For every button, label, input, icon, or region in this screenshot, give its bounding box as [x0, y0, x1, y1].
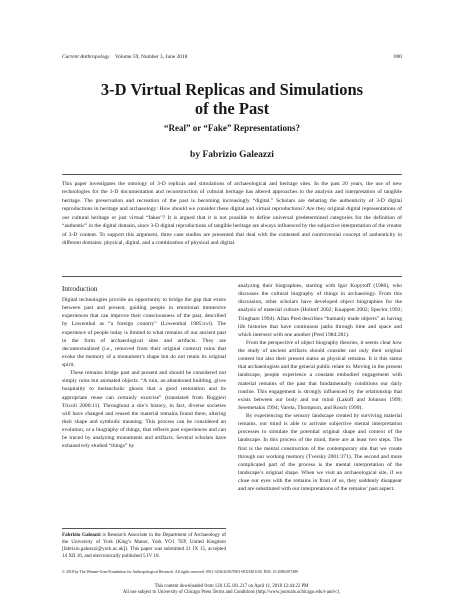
download-notice — [0, 584, 463, 596]
paragraph: Digital technologies provide an opportunity to bridge the gap that exists between past and present, guiding people in emotional immersive experiences that can improve their consciousness of the past, described by Lowenthal as “a foreign country” (Lowenthal 1985:xvi). The experience of people today is limited to what remains of our ancient past in the form of archaeological sites and artifacts. They are decontextualized (i.e., removed from their original context) ruins that evoke the memory of a monument’s shape but do not retain its original spirit. — [62, 297, 226, 368]
article-subtitle: “Real” or “Fake” Representations? — [164, 123, 300, 133]
section-heading-introduction: Introduction — [62, 285, 98, 293]
affiliation-text: is Research Associate in the Department of Archaeology of the University of York (King’s Manor, York YO1 7EP, United Kingdom [fabrizio.galeazzi@york.ac.uk]). This paper was submitted 21 IX 15, accepted 14 XII 16, and electronically published 5 IV 18. — [62, 532, 226, 560]
title-line-2: of the Past — [194, 99, 270, 118]
author-byline: by Fabrizio Galeazzi — [190, 150, 274, 160]
page-number: 000 — [393, 54, 402, 60]
paragraph: These remains bridge past and present and should be considered not simply ruins but animated objects. “A ruin, an abandoned building, gives hospitality to melancholic ghosts that a good restoration and its appropriate reuse can certainly exorcise” (translated from Ruggieri Tricoli 2000:11). Throughout a site’s history, in fact, diverse societies will have changed and reused the material remains found there, altering their shape and symbolic meaning. This process can be considered an evolution, or a biography of things, that reflects past experiences and can be traced by analyzing monuments and artifacts. Several scholars have exhaustively studied “things” by — [62, 370, 226, 450]
paragraph: analyzing their biographies, starting with Igor Kopytoff (1986), who discusses the cultural biography of things in archaeology. From this discussion, other scholars have developed object biographies for the analysis of material culture (Holtorf 2002; Knappett 2002; Spector 1993; Tringham 1994). Allan Pred describes “humanly made objects” as having life histories that have continuous paths through time and space and which intersect with one another (Pred 1984:281). — [238, 283, 402, 338]
author-affiliation-note — [62, 532, 226, 560]
running-header — [62, 54, 402, 64]
affiliation-author-name: Fabrizio Galeazzi — [62, 532, 101, 538]
footnote-rule — [62, 528, 226, 529]
left-column — [62, 296, 226, 450]
title-line-1: 3-D Virtual Replicas and Simulations — [100, 80, 364, 99]
paragraph: By experiencing the sensory landscape created by surviving material remains, our mind is able to activate subjective mental interpretation processes to simulate the potential original shape and context of the landscape. In this process of the mind, there are at least two steps. The first is the mental construction of the contemporary site that we create through our working memory (Tversky 2001:371). The second and more complicated part of the process is the mental interpretation of the landscape’s original shape. When we visit an archaeological site, if we close our eyes with the remains in front of us, they suddenly disappear and are substituted with our interpretations of the remains’ past aspect. — [238, 413, 402, 493]
copyright-line: © 2018 by The Wenner-Gren Foundation for Anthropological Research. All rights reserved. 0011-3204/2018/5903-00XX$10.00. DOI: 10.1086/697489 — [62, 570, 298, 574]
issue-details: Volume 59, Number 3, June 2018 — [114, 54, 188, 60]
abstract-bottom-rule — [62, 276, 402, 277]
journal-name: Current Anthropology — [62, 54, 110, 60]
download-line-1: This content downloaded from 128.135.181.217 on April 11, 2018 12:44:22 PM — [154, 584, 309, 589]
abstract-top-rule — [62, 174, 402, 175]
right-column — [238, 282, 402, 493]
download-line-2: All use subject to University of Chicago Press Terms and Conditions (http://www.journals.uchicago.edu/t-and-c). — [122, 590, 341, 596]
paragraph: From the perspective of object biography theories, it seems clear how the study of ancient artifacts should consider not only their original content but also their present status as physical remains. It is this status that archaeologists and the general public relate to. Moving in the present landscape, people experience a constant embodied engagement with material remains of the past that fundamentally conditions our daily routine. This engagement is strongly influenced by the relationship that exists between our body and our mind (Lakoff and Johnson 1999; Seremetakis 1994; Varela, Thompson, and Rosch 1999). — [238, 339, 402, 411]
abstract: This paper investigates the ontology of 3-D replicas and simulations of archaeological and heritage sites. In the past 20 years, the use of new technologies for the 3-D documentation and reconstruction of cultural heritage has altered approaches to the analysis and interpretation of tangible heritage. The preservation and recreation of the past is becoming increasingly “digital.” Scholars are debating the authenticity of 3-D digital reproductions in heritage and archaeology: How should we consider these digital and virtual reproductions? Are they original digital representations of our cultural heritage or just virtual “fakes”? It is argued that it is not possible to define universal predetermined categories for the definition of “authentic” in the digital domain, since 3-D digital reproductions of tangible heritage are always influenced by the subjective interpretation of the creator of 3-D content. To support this argument, three case studies are presented that deal with the contested and controversial concept of authenticity in different domains: physical, digital, and a combination of physical and digital. — [62, 181, 402, 247]
article-title — [40, 80, 424, 118]
